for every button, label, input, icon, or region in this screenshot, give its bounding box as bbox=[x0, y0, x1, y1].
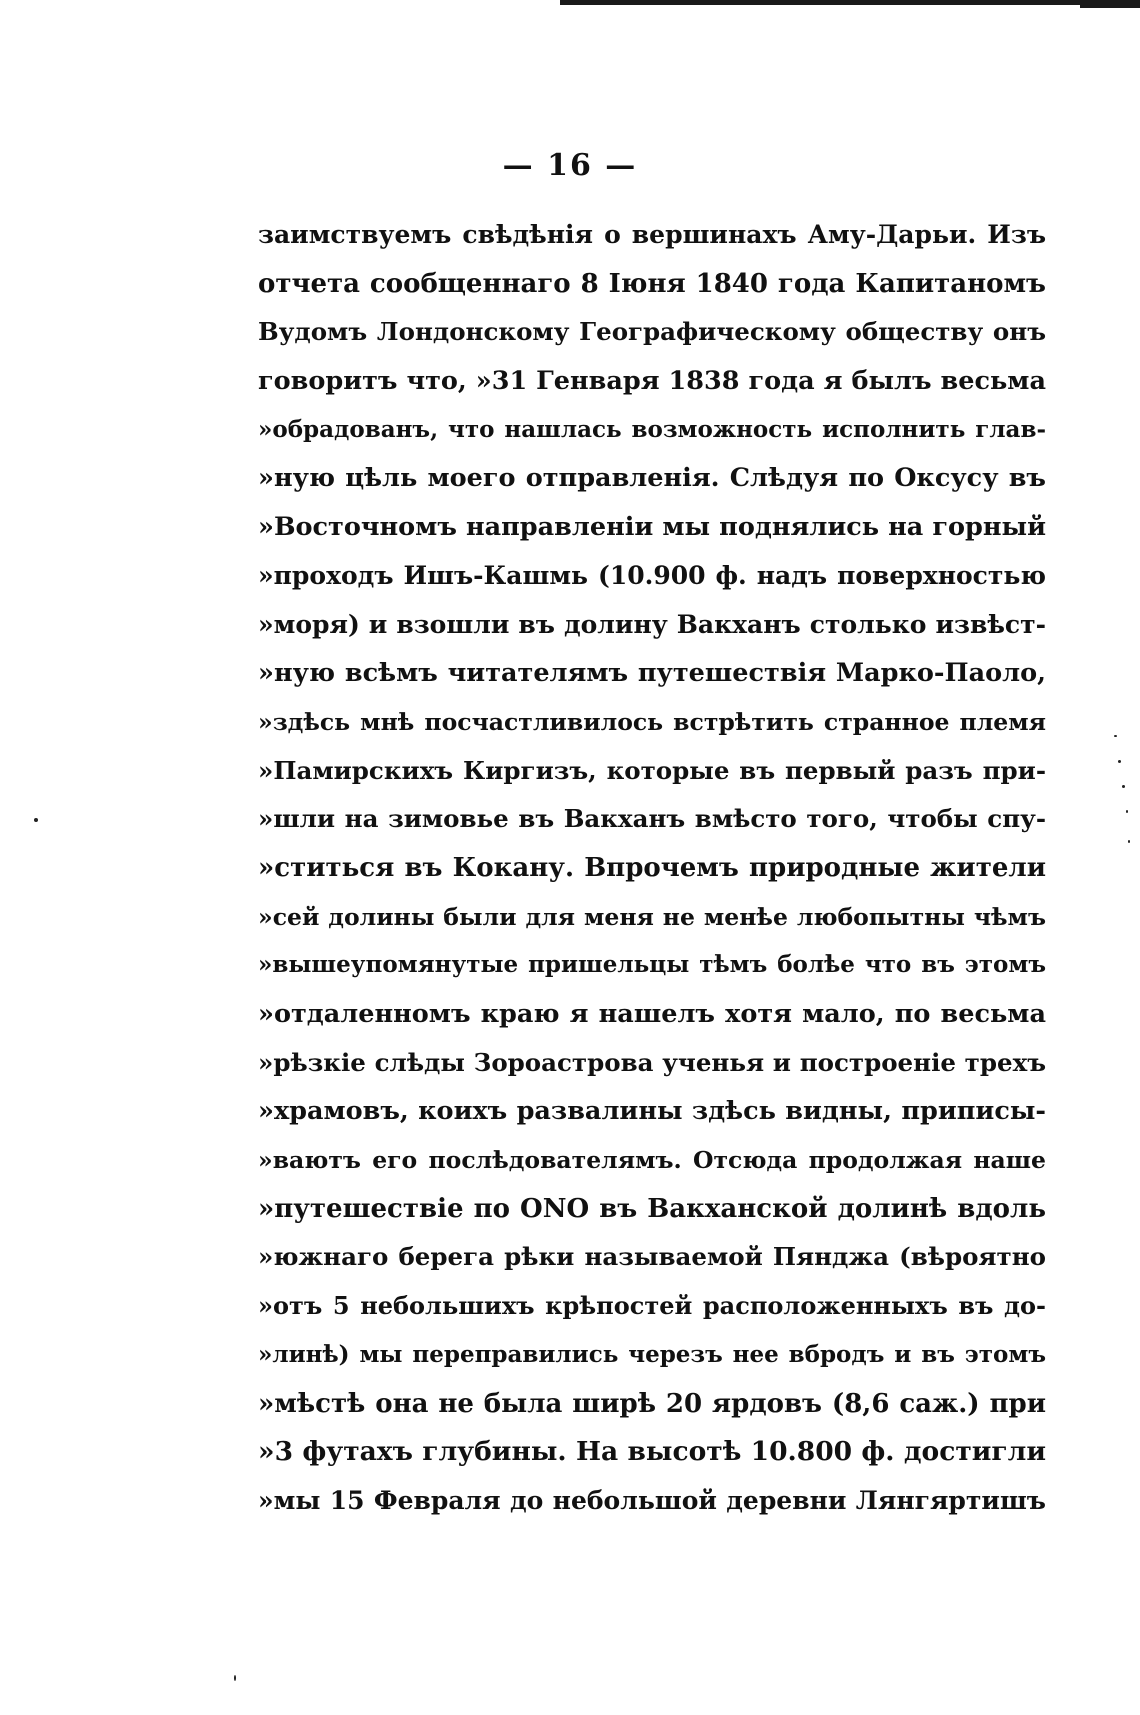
text-line: »храмовъ, коихъ развалины здѣсь видны, приписы- bbox=[258, 1096, 1046, 1127]
text-line: »отъ 5 небольшихъ крѣпостей расположенныхъ въ до- bbox=[258, 1291, 1046, 1321]
text-line: отчета сообщеннаго 8 Іюня 1840 года Капитаномъ bbox=[258, 268, 1046, 299]
text-line: »путешествіе по ONO въ Вакханской долинѣ вдоль bbox=[258, 1193, 1046, 1224]
text-line: »ную всѣмъ читателямъ путешествія Марко-Паоло, bbox=[258, 658, 1046, 689]
page-number: — 16 — bbox=[502, 148, 638, 183]
text-line: »3 футахъ глубины. На высотѣ 10.800 ф. достигли bbox=[258, 1436, 1046, 1468]
text-line: »линѣ) мы переправились черезъ нее вбродъ и въ этомъ bbox=[258, 1340, 1046, 1368]
scan-speck bbox=[234, 1675, 236, 1681]
scan-speck bbox=[1126, 810, 1128, 813]
scan-speck bbox=[34, 818, 38, 822]
scan-speck bbox=[1118, 760, 1121, 763]
text-line: заимствуемъ свѣдѣнія о вершинахъ Аму-Дарьи. Изъ bbox=[258, 220, 1046, 249]
text-line: »Памирскихъ Киргизъ, которые въ первый разъ при- bbox=[258, 755, 1046, 785]
text-line: »южнаго берега рѣки называемой Пянджа (вѣроятно bbox=[258, 1242, 1046, 1272]
text-line: Вудомъ Лондонскому Географическому обществу онъ bbox=[258, 317, 1046, 347]
text-line: »рѣзкіе слѣды Зороастрова ученья и построеніе трехъ bbox=[258, 1047, 1046, 1077]
scan-speck bbox=[1114, 735, 1117, 737]
text-line: »ную цѣль моего отправленія. Слѣдуя по Оксусу въ bbox=[258, 463, 1046, 494]
text-line: »Восточномъ направленіи мы поднялись на горный bbox=[258, 512, 1046, 543]
text-line: »шли на зимовье въ Вакханъ вмѣсто того, чтобы спу- bbox=[258, 804, 1046, 834]
text-line: говоритъ что, »31 Генваря 1838 года я былъ весьма bbox=[258, 366, 1046, 397]
text-line: »отдаленномъ краю я нашелъ хотя мало, по весьма bbox=[258, 999, 1046, 1029]
text-line: »ститься въ Кокану. Впрочемъ природные жители bbox=[258, 852, 1046, 883]
text-line: »обрадованъ, что нашлась возможность исполнить глав- bbox=[258, 415, 1046, 443]
text-line: »сей долины были для меня не менѣе любопытны чѣмъ bbox=[258, 902, 1046, 931]
top-edge-rule-tail bbox=[1080, 5, 1140, 8]
text-line: »мѣстѣ она не была ширѣ 20 ярдовъ (8,6 саж.) при bbox=[258, 1388, 1046, 1419]
text-line: »мы 15 Февраля до небольшой деревни Лянгяртишъ bbox=[258, 1485, 1046, 1515]
body-text bbox=[258, 218, 1046, 1533]
scan-speck bbox=[1128, 840, 1130, 843]
text-line: »вышеупомянутые пришельцы тѣмъ болѣе что въ этомъ bbox=[258, 951, 1046, 979]
text-line: »здѣсь мнѣ посчастливилось встрѣтить странное племя bbox=[258, 707, 1046, 736]
scan-speck bbox=[1122, 785, 1125, 788]
text-line: »моря) и взошли въ долину Вакханъ столько извѣст- bbox=[258, 609, 1046, 639]
text-line: »проходъ Ишъ-Кашмь (10.900 ф. надъ поверхностью bbox=[258, 560, 1046, 590]
text-line: »ваютъ его послѣдователямъ. Отсюда продолжая наше bbox=[258, 1146, 1046, 1175]
top-edge-rule bbox=[560, 0, 1140, 5]
